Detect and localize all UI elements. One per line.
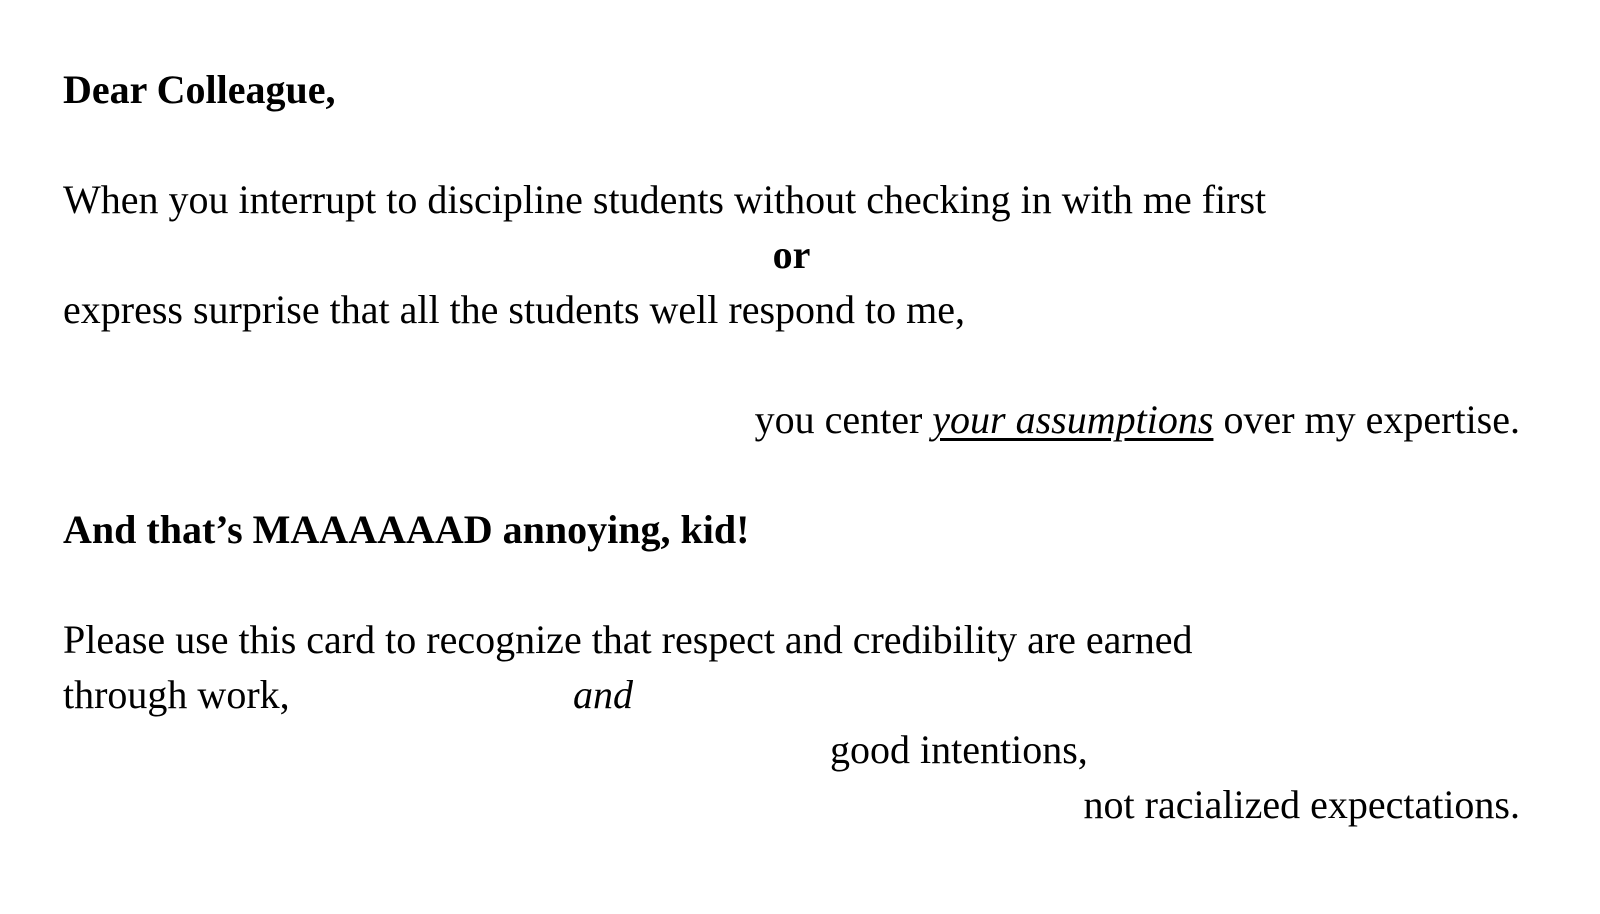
request-line-2-text: through work, xyxy=(63,672,290,717)
condition-line-2: express surprise that all the students well respond to me, xyxy=(63,287,966,332)
condition-line-1: When you interrupt to discipline students without checking in with me first xyxy=(63,177,1267,222)
request-line-2 xyxy=(63,667,1520,722)
request-line-1: Please use this card to recognize that respect and credibility are earned xyxy=(63,617,1193,662)
exclamation-line: And that’s MAAAAAAD annoying, kid! xyxy=(63,507,750,552)
blank-line xyxy=(63,557,1520,612)
consequence-emphasis: your assumptions xyxy=(932,397,1214,442)
request-line-4: not racialized expectations. xyxy=(1083,782,1520,827)
blank-line xyxy=(63,337,1520,392)
blank-line xyxy=(63,447,1520,502)
consequence-suffix: over my expertise. xyxy=(1213,397,1520,442)
blank-line xyxy=(63,117,1520,172)
request-line-3: good intentions, xyxy=(830,727,1088,772)
consequence-prefix: you center xyxy=(754,397,933,442)
consequence-line xyxy=(63,392,1520,447)
conjunction-or: or xyxy=(772,232,811,277)
conjunction-and: and xyxy=(573,672,633,717)
salutation: Dear Colleague, xyxy=(63,67,336,112)
